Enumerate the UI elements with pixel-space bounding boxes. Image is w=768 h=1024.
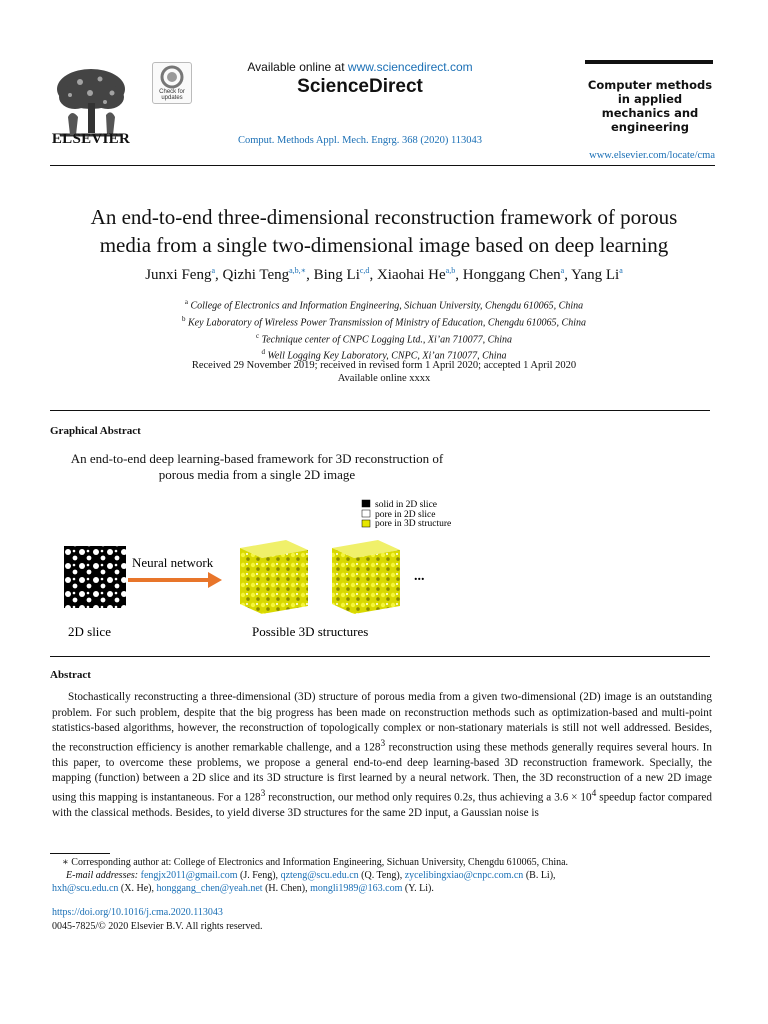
journal-line: in applied [617, 92, 683, 106]
abstract-text: Stochastically reconstructing a three-dimensional (3D) structure of porous media from a given two-dimensional (2D) image is an outstanding problem. For such problem, despite that the big progress has been made on reconstruction methods such as optimization-based and multi-point statistics-based algorithms, however, the reconstruction of topologically complex or non-stationary materials is still not well addressed. Besides, the reconstruction efficiency is another remarkable challenge, and a 128 [52, 691, 712, 754]
affiliation-text: Technique center of CNPC Logging Ltd., Xi’an 710077, China [261, 333, 513, 345]
author-name[interactable]: Xiaohai He [376, 267, 446, 283]
affiliation-marker: b [182, 314, 186, 323]
email-label: E-mail addresses: [66, 870, 139, 881]
journal-line: engineering [611, 120, 689, 134]
graphical-abstract-heading: Graphical Abstract [50, 425, 141, 437]
email-link[interactable]: zycelibingxiao@cnpc.com.cn [404, 870, 524, 881]
check-updates-label: Check for updates [159, 89, 185, 101]
author-separator: , [306, 267, 314, 283]
author-affil-marker[interactable]: a,b,∗ [289, 266, 307, 275]
author-affil-marker[interactable]: a,b [445, 266, 456, 275]
ga-title-line: porous media from a single 2D image [158, 467, 356, 482]
email-owner: (H. Chen), [262, 883, 311, 894]
affiliations [60, 296, 708, 363]
journal-line: mechanics and [601, 106, 699, 120]
header-divider [50, 165, 715, 166]
author-affil-marker[interactable]: a [619, 266, 623, 275]
affiliation-marker: a [184, 298, 188, 306]
slice-2d-image [64, 546, 126, 608]
check-for-updates-badge[interactable] [152, 62, 192, 104]
network-arrow [128, 572, 222, 588]
affiliation-text: Well Logging Key Laboratory, CNPC, Xi’an 710077, China [267, 350, 507, 362]
author-affil-marker[interactable]: a [211, 266, 216, 275]
available-online-line [200, 60, 520, 74]
author-name[interactable]: Junxi Feng [145, 267, 212, 283]
more-structures-ellipsis: ... [414, 569, 425, 584]
author-name[interactable]: Yang Li [571, 267, 620, 283]
author-name[interactable]: Honggang Chen [462, 267, 561, 283]
copyright-line: 0045-7825/© 2020 Elsevier B.V. All rights reserved. [52, 921, 263, 932]
journal-line: Computer methods [587, 78, 713, 92]
graphical-abstract-figure [50, 492, 470, 642]
author-separator: , [455, 267, 463, 283]
doi-link[interactable]: https://doi.org/10.1016/j.cma.2020.113043 [52, 907, 223, 918]
email-owner: (Y. Li). [402, 883, 434, 894]
legend-label: pore in 3D structure [375, 519, 452, 529]
affiliation [60, 296, 708, 313]
email-line [52, 869, 712, 882]
author-separator: , [369, 267, 377, 283]
author-separator: , [564, 267, 572, 283]
journal-citation[interactable]: Comput. Methods Appl. Mech. Engrg. 368 (2020) 113043 [237, 135, 483, 146]
footnote [52, 856, 712, 895]
abstract-italic: s [468, 791, 473, 804]
email-line [52, 882, 712, 895]
section-divider [50, 410, 710, 411]
arrow-label: Neural network [132, 555, 214, 570]
structure-3d-cube [240, 540, 308, 614]
affiliation-marker: c [255, 331, 260, 340]
title-line: media from a single two-dimensional image based on deep learning [99, 233, 669, 257]
email-link[interactable]: fengjx2011@gmail.com [140, 870, 238, 881]
email-link[interactable]: mongli1989@163.com [310, 883, 403, 894]
author-affil-marker[interactable]: a [560, 266, 565, 275]
legend-swatch-solid [362, 500, 370, 507]
available-online-date: Available online xxxx [337, 373, 431, 384]
email-owner: (X. He), [118, 883, 157, 894]
email-owner: (B. Li), [523, 870, 556, 881]
author-affil-marker[interactable]: c,d [359, 266, 370, 275]
abstract-text: reconstruction using these methods generally requires several hours. In this paper, to overcome these problems, we propose a general end-to-end deep learning-based 3D reconstruction framework. Specially, the mapping (function) between a 2D slice and its 3D structure is first learned by a neural network. Then, the 3D reconstruction of a new 2D image using this mapping is instantaneous. For a 128 [52, 741, 712, 804]
abstract-text: speedup factor compared with the classical methods. Besides, to yield diverse 3D structures for the same 2D input, a Gaussian noise is [52, 791, 712, 819]
affiliation [60, 313, 708, 330]
ga-title-line: An end-to-end deep learning-based framework for 3D reconstruction of [70, 451, 444, 466]
abstract-paragraph [52, 690, 712, 821]
legend-swatch-pore [362, 510, 370, 517]
publisher-name: ELSEVIER [51, 131, 131, 147]
article-title [40, 203, 728, 259]
legend-swatch-pore3d [362, 520, 370, 527]
journal-logo-rule [585, 60, 713, 64]
slice-label: 2D slice [68, 624, 111, 639]
corresponding-author-note: ∗ Corresponding author at: College of Electronics and Information Engineering, Sichuan University, Chengdu 610065, China. [62, 857, 569, 868]
email-owner: (J. Feng), [237, 870, 281, 881]
email-link[interactable]: qzteng@scu.edu.cn [280, 870, 359, 881]
abstract-superscript: 4 [591, 788, 597, 799]
section-divider [50, 656, 710, 657]
author-name[interactable]: Qizhi Teng [222, 267, 290, 283]
legend-label: pore in 2D slice [375, 510, 436, 520]
title-line: An end-to-end three-dimensional reconstruction framework of porous [90, 205, 678, 229]
affiliation-text: Key Laboratory of Wireless Power Transmission of Ministry of Education, Chengdu 610065, China [188, 317, 586, 329]
journal-name [585, 78, 715, 134]
abstract-superscript: 3 [380, 738, 386, 749]
author-separator: , [215, 267, 223, 283]
author-list [40, 266, 728, 284]
abstract-text: , thus achieving a 3.6 × 10 [472, 791, 592, 804]
email-owner: (Q. Teng), [358, 870, 405, 881]
affiliation-text: College of Electronics and Information Engineering, Sichuan University, Chengdu 610065, China [190, 300, 584, 312]
check-updates-icon [153, 63, 191, 91]
graphical-abstract-title [52, 451, 462, 483]
affiliation [60, 330, 708, 347]
abstract-heading: Abstract [50, 669, 91, 681]
email-link[interactable]: hxh@scu.edu.cn [52, 883, 119, 894]
abstract-text: reconstruction, our method only requires 0.2 [265, 791, 469, 804]
sciencedirect-logo-text: ScienceDirect [297, 76, 423, 97]
available-prefix: Available online at [247, 60, 348, 74]
footnote-rule [50, 853, 110, 854]
legend-label: solid in 2D slice [375, 500, 438, 510]
sciencedirect-link[interactable]: www.sciencedirect.com [347, 60, 473, 74]
author-name[interactable]: Bing Li [313, 267, 360, 283]
email-link[interactable]: honggang_chen@yeah.net [156, 883, 263, 894]
journal-url-link[interactable]: www.elsevier.com/locate/cma [589, 150, 715, 161]
structure-3d-cube [332, 540, 400, 614]
structures-label: Possible 3D structures [252, 624, 369, 639]
article-history [60, 359, 708, 385]
received-dates: Received 29 November 2019; received in revised form 1 April 2020; accepted 1 April 2020 [191, 360, 577, 371]
affiliation-marker: d [261, 348, 265, 357]
abstract-superscript: 3 [260, 788, 266, 799]
